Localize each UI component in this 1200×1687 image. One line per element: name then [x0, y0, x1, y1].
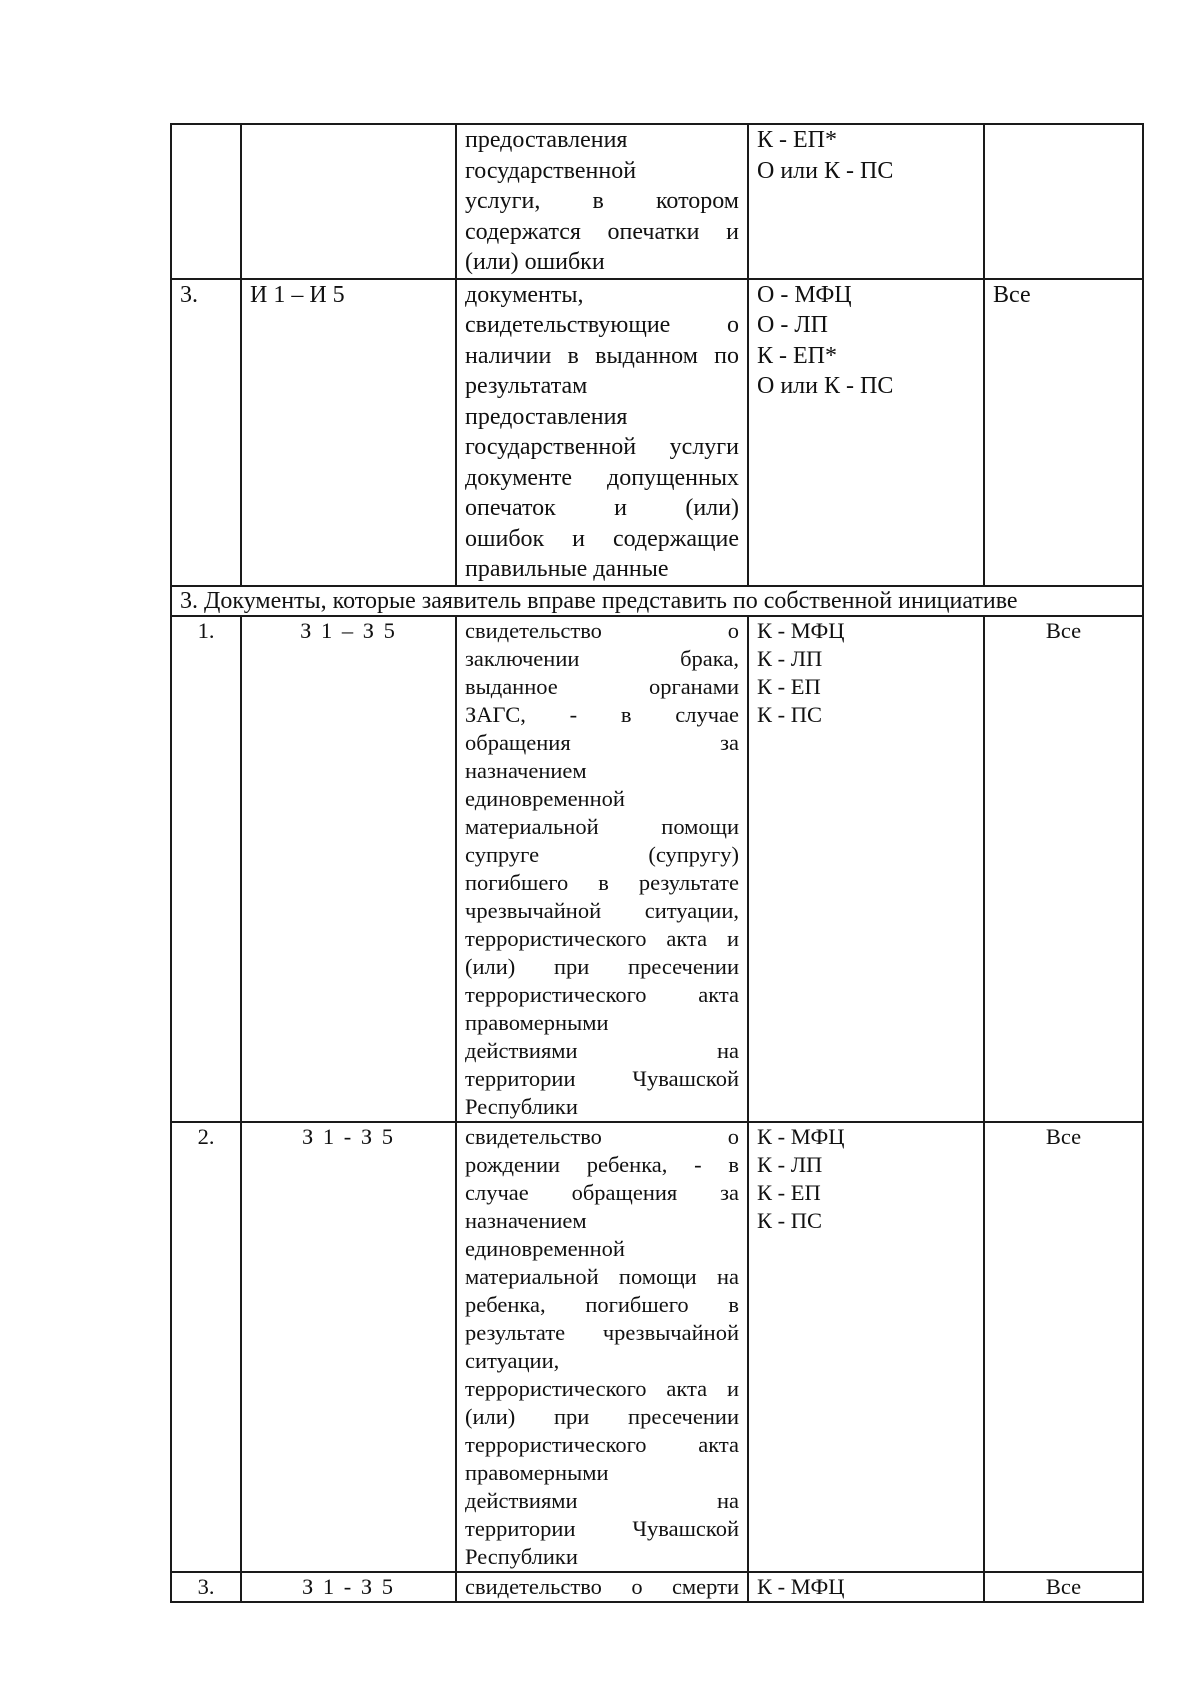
submission-way: О - ЛП: [757, 312, 828, 338]
description-line: назначением: [465, 1207, 587, 1233]
submission-way: О или К - ПС: [757, 157, 894, 184]
submission-way: К - ЕП*: [757, 342, 837, 369]
description-line: результатам: [465, 373, 588, 399]
table-row: [171, 124, 1143, 279]
submission-way: К - ПС: [757, 701, 823, 727]
description-line: правомерными: [465, 1459, 609, 1485]
row-number-cell: [171, 124, 241, 279]
description-line: территории Чувашской: [465, 1065, 739, 1091]
description-cell: [456, 279, 748, 586]
code-cell: З 1 – З 5: [241, 616, 456, 1122]
description-line: государственной: [465, 157, 637, 184]
description-line: опечаток и (или): [465, 495, 739, 521]
section-heading-text: 3. Документы, которые заявитель вправе представить по собственной инициативе: [180, 587, 1018, 614]
submission-ways-cell: [748, 1572, 984, 1602]
description-cell: [456, 124, 748, 279]
description-line: свидетельство о смерти: [465, 1573, 739, 1599]
description-line: ребенка, погибшего в: [465, 1291, 739, 1317]
row-number-cell: 3.: [171, 1572, 241, 1602]
submission-way: К - ЛП: [757, 645, 823, 671]
description-line: результате чрезвычайной: [465, 1319, 739, 1345]
description-line: ЗАГС, - в случае: [465, 701, 739, 727]
description-line: Республики: [465, 1093, 578, 1119]
description-line: предоставления: [465, 403, 628, 430]
description-line: действиями на: [465, 1037, 739, 1063]
description-line: правильные данные: [465, 556, 669, 582]
row-number-cell: 3.: [171, 279, 241, 586]
description-line: материальной помощи: [465, 813, 739, 839]
submission-way: К - МФЦ: [757, 1573, 845, 1599]
description-cell: [456, 1122, 748, 1572]
description-line: свидетельство о: [465, 1123, 739, 1149]
description-line: рождении ребенка, - в: [465, 1151, 739, 1177]
description-line: Республики: [465, 1543, 578, 1569]
description-line: обращения за: [465, 729, 739, 755]
code-cell: И 1 – И 5: [241, 279, 456, 586]
category-cell: Все: [984, 1572, 1143, 1602]
row-number-cell: 2.: [171, 1122, 241, 1572]
description-line: свидетельство о: [465, 617, 739, 643]
category-cell: Все: [984, 616, 1143, 1122]
submission-way: К - ЕП: [757, 673, 821, 699]
description-line: (или) ошибки: [465, 249, 605, 275]
table-row: [171, 279, 1143, 586]
submission-ways-cell: [748, 1122, 984, 1572]
submission-ways-cell: [748, 279, 984, 586]
description-line: террористического акта и: [465, 925, 739, 951]
description-line: назначением: [465, 757, 587, 783]
description-line: террористического акта: [465, 1431, 739, 1457]
submission-way: К - МФЦ: [757, 1123, 845, 1149]
description-line: документе допущенных: [465, 464, 739, 491]
description-line: (или) при пресечении: [465, 1403, 739, 1429]
category-cell: Все: [984, 1122, 1143, 1572]
submission-way: О или К - ПС: [757, 373, 894, 399]
description-line: ошибок и содержащие: [465, 525, 739, 552]
submission-way: К - ПС: [757, 1207, 823, 1233]
description-line: супруге (супругу): [465, 841, 739, 867]
submission-way: К - ЕП: [757, 1179, 821, 1205]
section-row: [171, 586, 1143, 616]
description-line: чрезвычайной ситуации,: [465, 897, 739, 923]
submission-way: О - МФЦ: [757, 281, 852, 308]
documents-table: [170, 123, 1144, 1603]
description-line: единовременной: [465, 785, 625, 811]
description-line: услуги, в котором: [465, 188, 739, 214]
description-line: правомерными: [465, 1009, 609, 1035]
category-cell: Все: [984, 279, 1143, 586]
submission-ways-cell: [748, 124, 984, 279]
submission-way: К - ЕП*: [757, 127, 837, 153]
code-cell: З 1 - З 5: [241, 1122, 456, 1572]
submission-ways-cell: [748, 616, 984, 1122]
submission-way: К - ЛП: [757, 1151, 823, 1177]
description-line: материальной помощи на: [465, 1263, 739, 1289]
description-line: выданное органами: [465, 673, 739, 699]
description-line: предоставления: [465, 127, 628, 153]
description-line: свидетельствующие о: [465, 312, 739, 338]
description-line: погибшего в результате: [465, 869, 739, 895]
description-line: содержатся опечатки и: [465, 218, 739, 245]
description-line: террористического акта и: [465, 1375, 739, 1401]
code-cell: [241, 124, 456, 279]
table-row: [171, 1122, 1143, 1572]
description-line: единовременной: [465, 1235, 625, 1261]
description-line: заключении брака,: [465, 645, 739, 671]
description-line: территории Чувашской: [465, 1515, 739, 1541]
category-cell: [984, 124, 1143, 279]
row-number-cell: 1.: [171, 616, 241, 1122]
description-line: государственной услуги: [465, 434, 739, 460]
description-line: действиями на: [465, 1487, 739, 1513]
submission-way: К - МФЦ: [757, 617, 845, 643]
code-cell: З 1 - З 5: [241, 1572, 456, 1602]
description-cell: [456, 1572, 748, 1602]
description-cell: [456, 616, 748, 1122]
description-line: наличии в выданном по: [465, 342, 739, 369]
table-row: [171, 1572, 1143, 1602]
description-line: террористического акта: [465, 981, 739, 1007]
description-line: документы,: [465, 281, 584, 308]
section-heading: [171, 586, 1143, 616]
table-row: [171, 616, 1143, 1122]
description-line: (или) при пресечении: [465, 953, 739, 979]
description-line: случае обращения за: [465, 1179, 739, 1205]
description-line: ситуации,: [465, 1347, 560, 1373]
